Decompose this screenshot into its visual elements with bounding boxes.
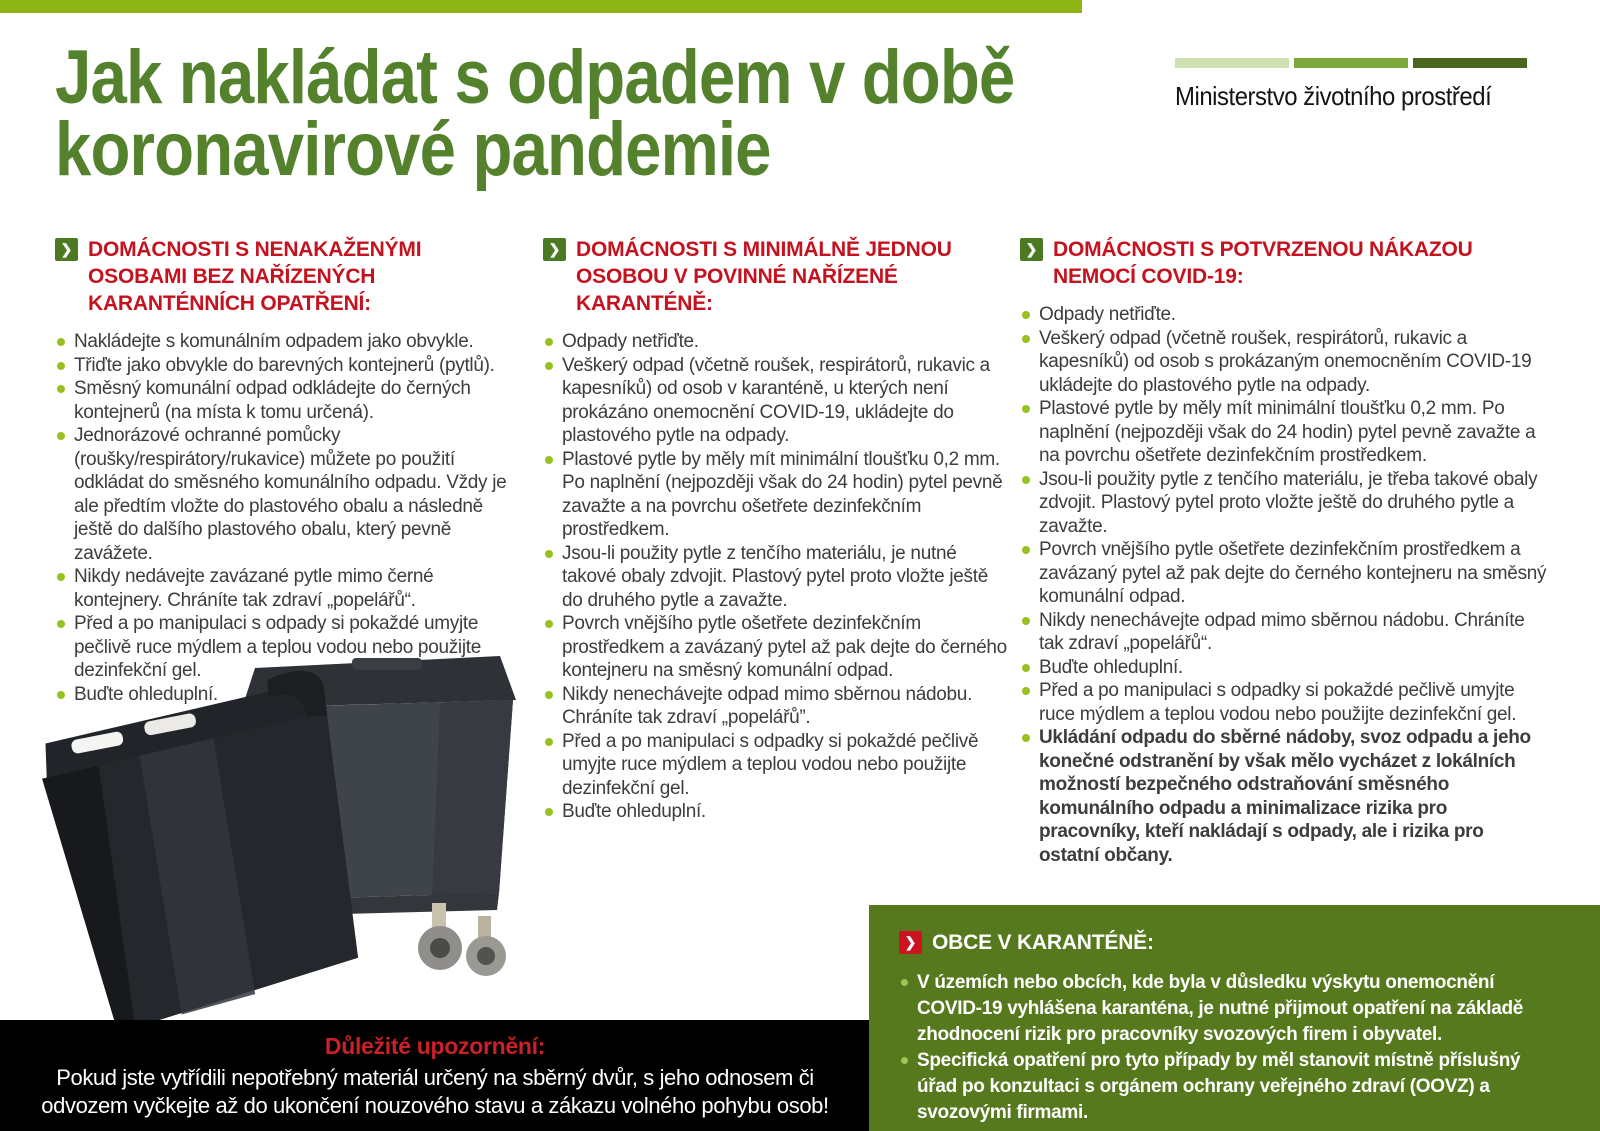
bullet-dot-icon bbox=[1022, 687, 1030, 695]
bullet-dot-icon bbox=[1022, 476, 1030, 484]
list-item bbox=[55, 565, 525, 612]
bullet-text: Nikdy nenechávejte odpad mimo sběrnou nádobu. Chráníte tak zdraví „popelářů”. bbox=[562, 683, 973, 728]
bullet-dot-icon bbox=[545, 456, 553, 464]
bullet-dot-icon bbox=[57, 573, 65, 581]
bullet-dot-icon bbox=[1022, 546, 1030, 554]
bullet-dot-icon bbox=[57, 338, 65, 346]
column-header bbox=[1020, 236, 1548, 290]
list-item bbox=[55, 377, 525, 424]
bullet-dot-icon bbox=[545, 691, 553, 699]
list-item bbox=[1020, 679, 1548, 726]
bullet-text: Povrch vnějšího pytle ošetřete dezinfekčním prostředkem a zavázaný pytel až pak dejte do černého kontejneru na směsný komunální odpad. bbox=[1039, 539, 1547, 607]
column-header bbox=[543, 236, 1013, 317]
bullet-text: Specifická opatření pro tyto případy by měl stanovit místně příslušný úřad po konzultaci s orgánem ochrany veřejného zdraví (OOVZ) a svozovými firmami. bbox=[917, 1050, 1521, 1123]
list-item bbox=[1020, 397, 1548, 468]
bullet-dot-icon bbox=[1022, 617, 1030, 625]
bullet-text: Jednorázové ochranné pomůcky (roušky/respirátory/rukavice) můžete po použití odkládat do směsného komunálního odpadu. Vždy je ale předtím vložte do plastového obalu a následně ještě do dalšího plastového obalu, který pevně zavážete. bbox=[74, 425, 507, 564]
chevron-right-icon: ❯ bbox=[899, 931, 922, 954]
bullet-dot-icon bbox=[545, 808, 553, 816]
bullet-text: Nikdy nenechávejte odpad mimo sběrnou nádobu. Chráníte tak zdraví „popelářů“. bbox=[1039, 609, 1525, 654]
page-title-line2: koronavirové pandemie bbox=[55, 107, 771, 192]
bullet-dot-icon bbox=[1022, 405, 1030, 413]
bullet-list bbox=[543, 330, 1013, 824]
column-header bbox=[55, 236, 525, 317]
list-item bbox=[543, 683, 1013, 730]
bullet-text: Směsný komunální odpad odkládejte do černých kontejnerů (na místa k tomu určená). bbox=[74, 378, 471, 423]
column-heading: DOMÁCNOSTI S NENAKAŽENÝMI OSOBAMI BEZ NAŘÍZENÝCH KARANTÉNNÍCH OPATŘENÍ: bbox=[88, 238, 422, 315]
bullet-dot-icon bbox=[1022, 734, 1030, 742]
quarantine-box-heading: OBCE V KARANTÉNĚ: bbox=[932, 931, 1154, 954]
column-households-quarantine bbox=[543, 236, 1013, 824]
page-title-line1: Jak nakládat s odpadem v době bbox=[55, 35, 1015, 120]
list-item bbox=[543, 800, 1013, 824]
list-item bbox=[55, 424, 525, 565]
list-item bbox=[1020, 468, 1548, 539]
quarantine-box-header bbox=[899, 929, 1562, 956]
column-households-uninfected bbox=[55, 236, 525, 706]
bullet-dot-icon bbox=[545, 620, 553, 628]
bullet-text: Třiďte jako obvykle do barevných kontejnerů (pytlů). bbox=[74, 354, 495, 376]
list-item bbox=[543, 542, 1013, 613]
important-notice-box bbox=[0, 1020, 870, 1131]
bullet-dot-icon bbox=[545, 738, 553, 746]
logo-bar-light-icon bbox=[1175, 58, 1289, 68]
list-item bbox=[899, 970, 1562, 1048]
bullet-dot-icon bbox=[1022, 311, 1030, 319]
waste-containers-image bbox=[0, 648, 540, 1020]
bullet-text: Povrch vnějšího pytle ošetřete dezinfekčním prostředkem a zavázaný pytel až pak dejte do černého kontejneru na směsný komunální odpad. bbox=[562, 613, 1007, 681]
bullet-text: Buďte ohleduplní. bbox=[1039, 656, 1183, 678]
list-item bbox=[1020, 303, 1548, 327]
list-item bbox=[543, 354, 1013, 448]
list-item bbox=[1020, 656, 1548, 680]
bullet-text: Nikdy nedávejte zavázané pytle mimo černé kontejnery. Chráníte tak zdraví „popelářů“. bbox=[74, 566, 434, 611]
list-item bbox=[1020, 538, 1548, 609]
bullet-text: Odpady netřiďte. bbox=[562, 331, 699, 352]
bullet-dot-icon bbox=[1022, 335, 1030, 343]
bullet-text: V územích nebo obcích, kde byla v důsledku výskytu onemocnění COVID-19 vyhlášena karanténa, je nutné přijmout opatření na základě zhodnocení rizik pro pracovníky svozových firem i obyvatel. bbox=[917, 972, 1524, 1045]
list-item bbox=[1020, 327, 1548, 398]
list-item bbox=[1020, 726, 1548, 867]
bullet-dot-icon bbox=[57, 432, 65, 440]
bullet-text: Plastové pytle by měly mít minimální tloušťku 0,2 mm. Po naplnění (nejpozději však do 24 hodin) pytel pevně zavažte a na povrchu ošetřete dezinfekčním prostředkem. bbox=[562, 448, 1003, 540]
notice-text: Pokud jste vytřídili nepotřebný materiál určený na sběrný dvůr, s jeho odnosem či odvozem vyčkejte až do ukončení nouzového stavu a zákazu volného pohybu osob! bbox=[41, 1065, 829, 1118]
bullet-text: Ukládání odpadu do sběrné nádoby, svoz odpadu a jeho konečné odstranění by však mělo vycházet z lokálních možností bezpečného odstraňování směsného komunálního odpadu a minimalizace rizika pro pracovníky, kteří nakládají s odpady, ale i rizika pro ostatní občany. bbox=[1039, 727, 1531, 866]
bullet-text: Jsou-li použity pytle z tenčího materiálu, je nutné takové obaly zdvojit. Plastový pytel proto vložte ještě do druhého pytle a zavažte. bbox=[562, 542, 989, 611]
bullet-text: Nakládejte s komunálním odpadem jako obvykle. bbox=[74, 331, 474, 352]
bullet-dot-icon bbox=[57, 620, 65, 628]
ministry-name: Ministerstvo životního prostředí bbox=[1175, 81, 1492, 111]
column-households-covid-confirmed bbox=[1020, 236, 1548, 867]
list-item bbox=[899, 1048, 1562, 1126]
bullet-text: Veškerý odpad (včetně roušek, respirátorů, rukavic a kapesníků) od osob s prokázaným onemocněním COVID-19 ukládejte do plastového pytle na odpady. bbox=[1039, 327, 1532, 396]
bullet-dot-icon bbox=[57, 385, 65, 393]
bullet-list bbox=[1020, 303, 1548, 867]
bullet-text: Jsou-li použity pytle z tenčího materiálu, je třeba takové obaly zdvojit. Plastový pytel proto vložte ještě do druhého pytle a zavažte. bbox=[1039, 468, 1538, 537]
bullet-text: Buďte ohleduplní. bbox=[562, 801, 706, 822]
bullet-text: Plastové pytle by měly mít minimální tloušťku 0,2 mm. Po naplnění (nejpozději však do 24 hodin) pytel pevně zavažte a na povrchu ošetřete dezinfekčním prostředkem. bbox=[1039, 398, 1536, 466]
bullet-dot-icon bbox=[545, 550, 553, 558]
bullet-text: Buďte ohleduplní. bbox=[74, 683, 218, 705]
list-item bbox=[55, 330, 525, 354]
bullet-dot-icon bbox=[901, 979, 908, 986]
top-accent-bar bbox=[0, 0, 1082, 13]
bullet-list bbox=[899, 970, 1562, 1126]
list-item bbox=[543, 330, 1013, 354]
column-heading: DOMÁCNOSTI S MINIMÁLNĚ JEDNOU OSOBOU V POVINNÉ NAŘÍZENÉ KARANTÉNĚ: bbox=[576, 238, 952, 315]
chevron-right-icon: ❯ bbox=[55, 238, 78, 261]
bullet-dot-icon bbox=[545, 338, 553, 346]
bullet-text: Před a po manipulaci s odpadky si pokaždé pečlivě umyjte ruce mýdlem a teplou vodou nebo použijte dezinfekční gel. bbox=[1039, 680, 1517, 725]
bullet-dot-icon bbox=[57, 362, 65, 370]
bullet-text: Před a po manipulaci s odpady si pokaždé umyjte pečlivě ruce mýdlem a teplou vodou nebo použijte dezinfekční gel. bbox=[74, 613, 482, 681]
bullet-text: Před a po manipulaci s odpadky si pokaždé pečlivě umyjte ruce mýdlem a teplou vodou nebo použijte dezinfekční gel. bbox=[562, 730, 979, 799]
list-item bbox=[1020, 609, 1548, 656]
list-item bbox=[543, 612, 1013, 683]
ministry-logo-bars bbox=[1175, 58, 1527, 68]
bullet-dot-icon bbox=[545, 362, 553, 370]
list-item bbox=[543, 448, 1013, 542]
column-heading: DOMÁCNOSTI S POTVRZENOU NÁKAZOU NEMOCÍ COVID-19: bbox=[1053, 238, 1473, 288]
list-item bbox=[55, 354, 525, 378]
chevron-right-icon: ❯ bbox=[543, 238, 566, 261]
quarantine-municipalities-box bbox=[869, 905, 1600, 1131]
bullet-text: Veškerý odpad (včetně roušek, respirátorů, rukavic a kapesníků) od osob v karanténě, u kterých není prokázáno onemocnění COVID-19, ukládejte do plastového pytle na odpady. bbox=[562, 354, 990, 446]
ministry-logo bbox=[1175, 58, 1527, 112]
bullet-text: Odpady netřiďte. bbox=[1039, 304, 1176, 325]
bullet-dot-icon bbox=[1022, 664, 1030, 672]
bullet-dot-icon bbox=[901, 1057, 908, 1064]
notice-heading: Důležité upozornění: bbox=[324, 1033, 546, 1059]
page-title bbox=[55, 35, 1015, 192]
list-item bbox=[543, 730, 1013, 801]
logo-bar-dark-icon bbox=[1413, 58, 1527, 68]
chevron-right-icon: ❯ bbox=[1020, 238, 1043, 261]
logo-bar-medium-icon bbox=[1294, 58, 1408, 68]
